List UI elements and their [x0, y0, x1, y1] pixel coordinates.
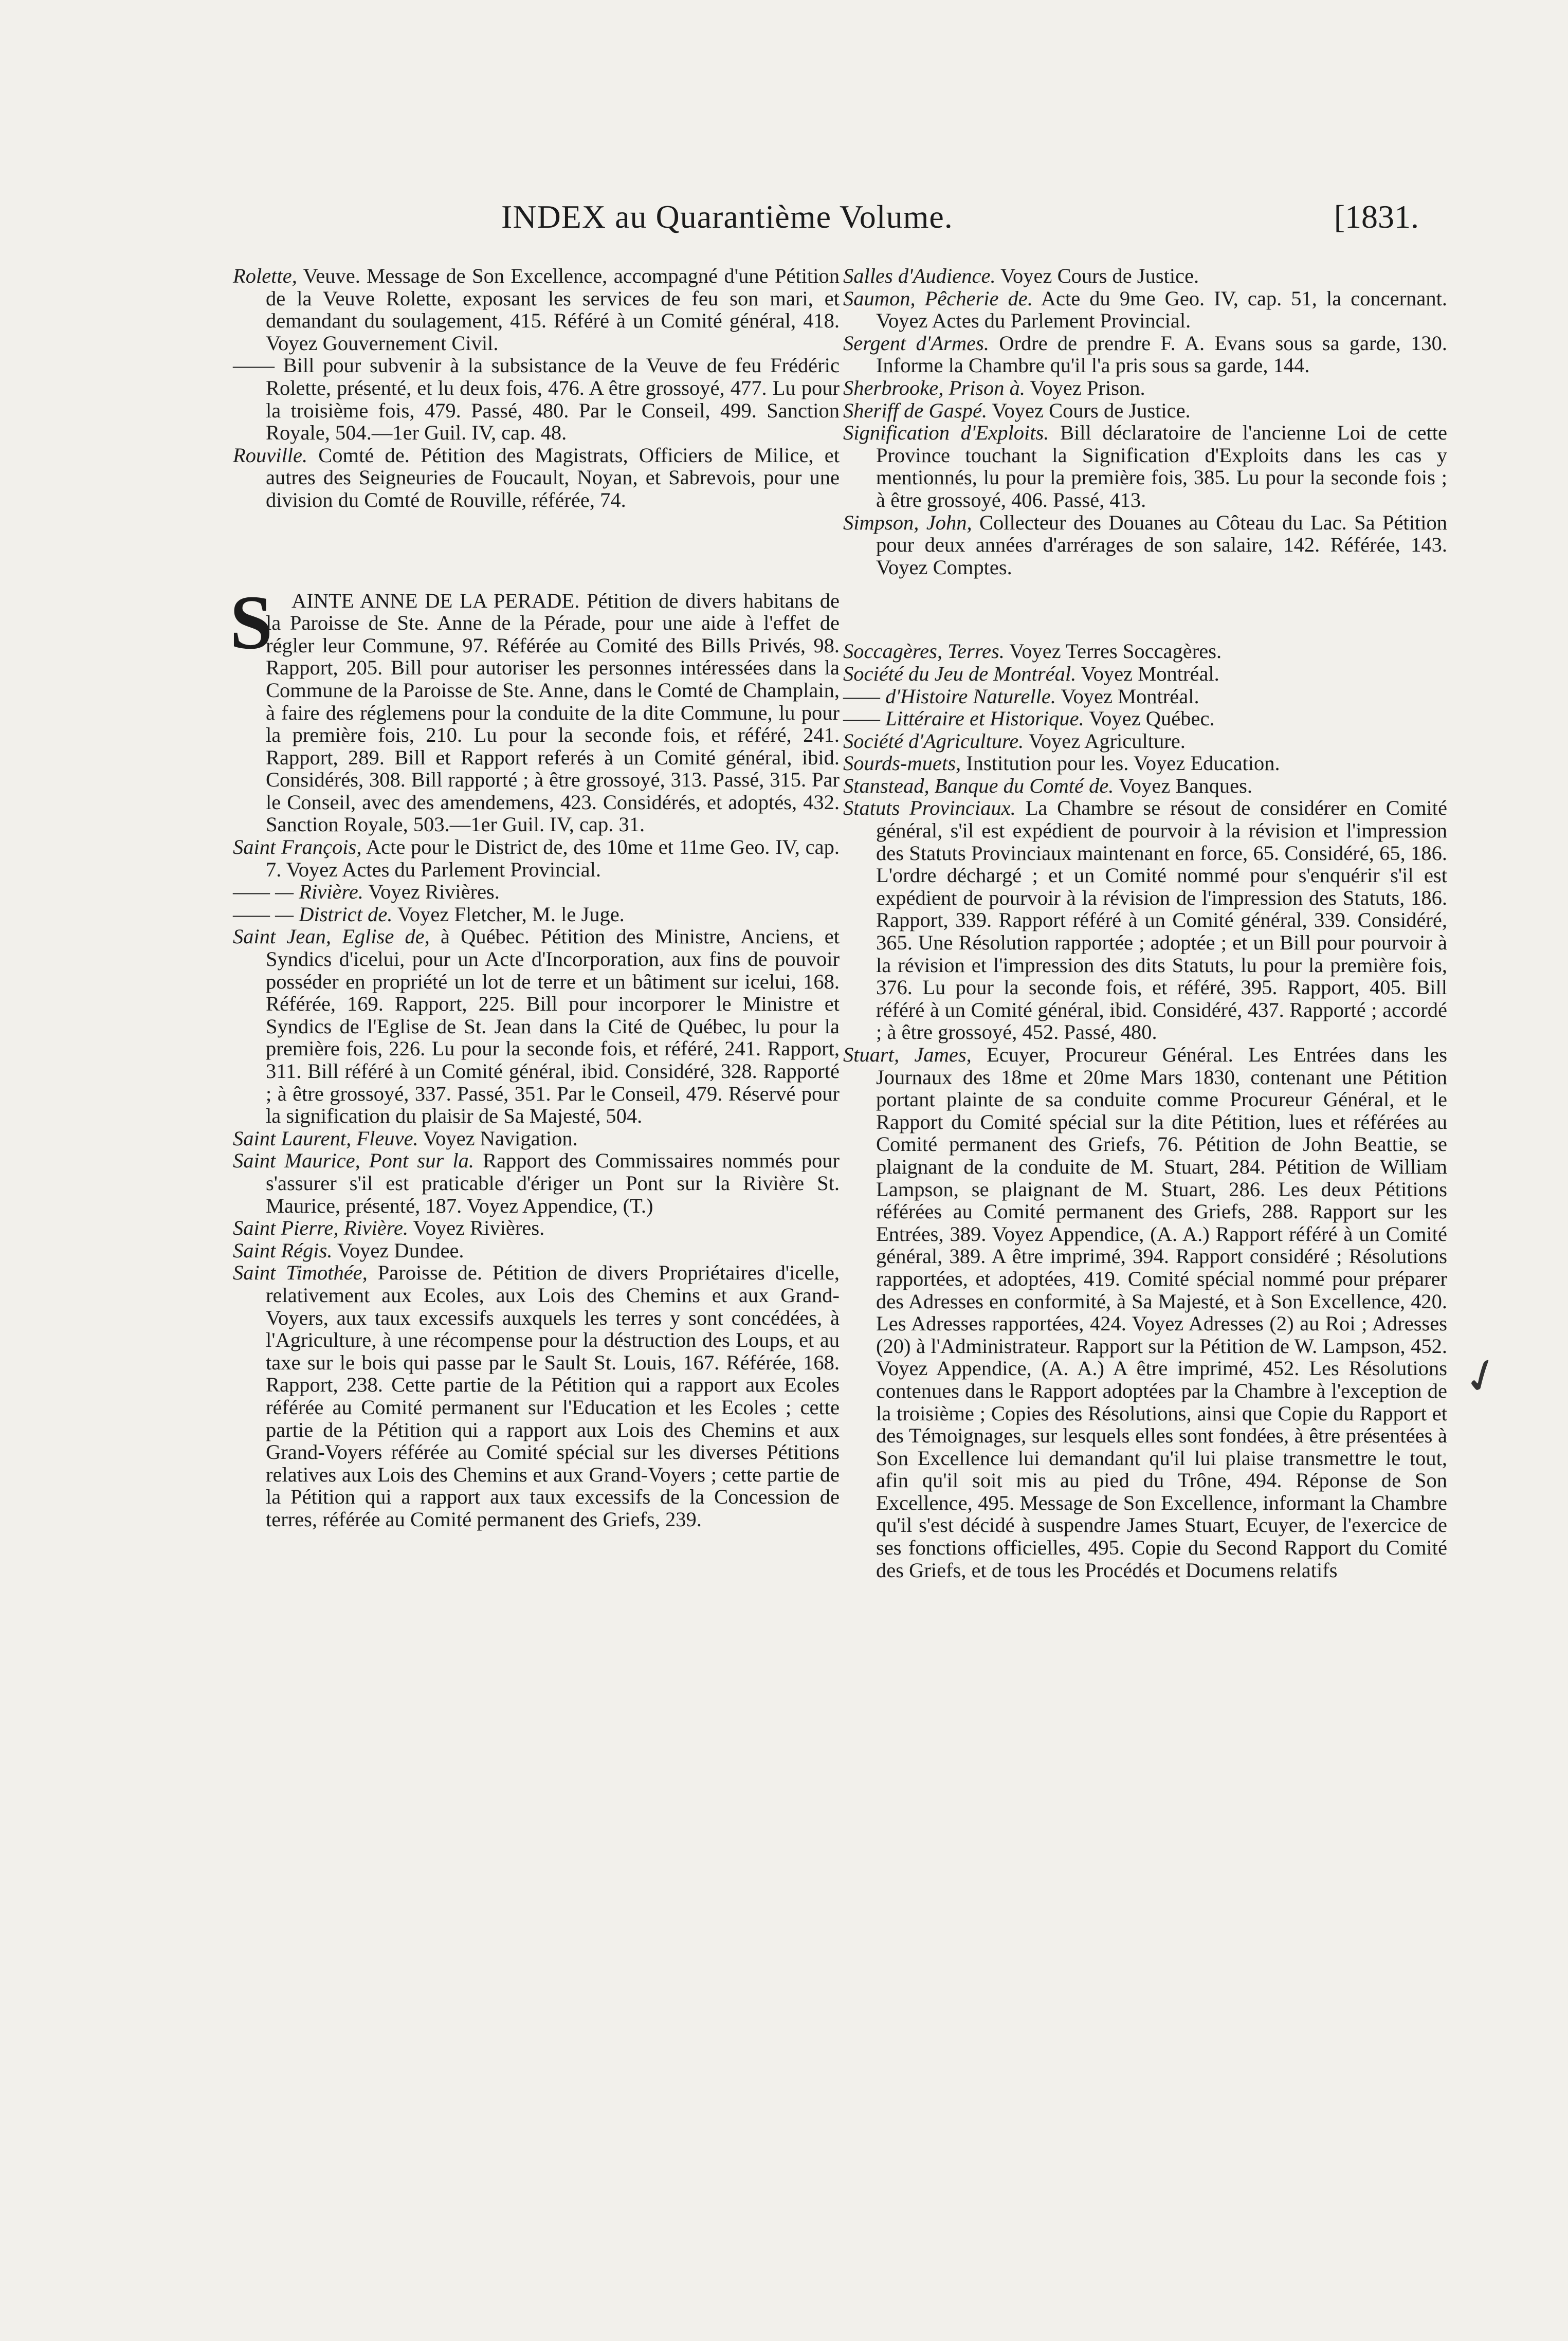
index-entry — [843, 640, 1447, 663]
index-entry — [843, 752, 1447, 775]
entry-text: Voyez Navigation. — [418, 1126, 578, 1150]
entry-head: Société du Jeu de Montréal. — [843, 662, 1077, 685]
entry-text: Ordre de prendre F. A. Evans sous sa garde, 130. Informe la Chambre qu'il l'a pris sous sa garde, 144. — [876, 331, 1447, 377]
page-title: INDEX au Quarantième Volume. — [501, 198, 953, 235]
index-entry — [843, 332, 1447, 377]
index-entry — [233, 925, 840, 1127]
index-entry — [843, 1044, 1447, 1581]
page-year: [1831. — [1334, 198, 1419, 235]
entry-head: —— — Rivière. — [233, 880, 363, 904]
column-gap — [843, 578, 1447, 640]
index-entry — [843, 265, 1447, 287]
entry-text: Voyez Québec. — [1084, 707, 1215, 730]
entry-head: Signification d'Exploits. — [843, 421, 1049, 445]
index-entry — [233, 265, 840, 354]
index-entry — [843, 422, 1447, 511]
entry-text: Voyez Cours de Justice. — [995, 264, 1199, 287]
entry-head: Sheriff de Gaspé. — [843, 398, 988, 422]
entry-head: Sergent d'Armes. — [843, 331, 989, 355]
index-entry — [843, 707, 1447, 730]
entry-text: Paroisse de. Pétition de divers Propriétaires d'icelle, relativement aux Ecoles, aux Lois des Chemins et aux Grand-Voyers, aux taux excessifs auxquels les terres y sont concédées, à l'Agriculture, à une récompense pour la déstruction des Loups, et au taxe sur le bois qui passe par le Sault St. Louis, 167. Référée, 168. Rapport, 238. Cette partie de la Pétition qui a rapport aux Ecoles référée au Comité permanent sur l'Education et les Ecoles ; cette partie de la Pétition qui a rapport aux Lois des Chemins et aux Grand-Voyers référée au Comité spécial sur les diverses Pétitions relatives aux Lois des Chemins et aux Grand-Voyers ; cette partie de la Pétition qui a rapport aux taux excessifs de la Concession de terres, référée au Comité permanent des Griefs, 239. — [266, 1261, 840, 1531]
entry-text: Bill déclaratoire de l'ancienne Loi de cette Province touchant la Signification d'Exploits dans les cas y mentionnés, lu pour la première fois, 385. Lu pour la seconde fois ; à être grossoyé, 406. Passé, 413. — [876, 421, 1447, 511]
entry-head: Rouville. — [233, 443, 308, 467]
entry-head: —— — [233, 354, 275, 377]
entry-text: Voyez Montréal. — [1076, 662, 1219, 685]
page-header — [231, 198, 1419, 249]
index-entry — [233, 836, 840, 881]
index-entry — [233, 1127, 840, 1150]
entry-text: Veuve. Message de Son Excellence, accompagné d'une Pétition de la Veuve Rolette, exposant les services de feu son mari, et demandant du soulagement, 415. Référé à un Comité général, 418. Voyez Gouvernement Civil. — [266, 264, 840, 355]
entry-head: Stuart, James, — [843, 1043, 972, 1066]
entry-text: Voyez Agriculture. — [1024, 729, 1186, 753]
entry-text: Voyez Banques. — [1114, 774, 1253, 797]
index-entry — [843, 511, 1447, 579]
index-entry — [843, 730, 1447, 753]
index-entry — [843, 685, 1447, 708]
right-column — [843, 265, 1447, 1581]
index-entry — [843, 399, 1447, 422]
entry-head: Saint Pierre, Rivière. — [233, 1216, 409, 1240]
entry-text: Acte pour le District de, des 10me et 11me Geo. IV, cap. 7. Voyez Actes du Parlement Provincial. — [266, 835, 840, 881]
entry-text: Voyez Prison. — [1025, 376, 1145, 399]
entry-head: Sherbrooke, Prison à. — [843, 376, 1025, 399]
entry-text: Comté de. Pétition des Magistrats, Officiers de Milice, et autres des Seigneuries de Foucault, Noyan, et Sabrevois, pour une division du Comté de Rouville, référée, 74. — [266, 443, 840, 511]
entry-text: Pétition de divers habitans de la Paroisse de Ste. Anne de la Pérade, pour une aide à l'effet de régler leur Commune, 97. Référée au Comité des Bills Privés, 98. Rapport, 205. Bill pour autoriser les personnes intéressées dans la Commune de la Paroisse de Ste. Anne, dans le Comté de Champlain, à faire des réglemens pour la conduite de la dite Commune, lu pour la première fois, 210. Lu pour la seconde fois, et référé, 241. Rapport, 289. Bill et Rapport referés à un Comité général, ibid. Considérés, 308. Bill rapporté ; à être grossoyé, 313. Passé, 315. Par le Conseil, avec des amendemens, 423. Considérés, et adoptés, 432. Sanction Royale, 503.—1er Guil. IV, cap. 31. — [266, 589, 840, 836]
entry-head: Saint François, — [233, 835, 362, 859]
entry-text: Ecuyer, Procureur Général. Les Entrées dans les Journaux des 18me et 20me Mars 1830, contenant une Pétition portant plainte de sa conduite comme Procureur Général, et le Rapport du Comité spécial sur la dite Pétition, lues et référées au Comité permanent des Griefs, 76. Pétition de John Beattie, se plaignant de la conduite de M. Stuart, 284. Pétition de William Lampson, se plaignant de M. Stuart, 286. Les deux Pétitions référées au Comité permanent des Griefs, 288. Rapport sur les Entrées, 389. Voyez Appendice, (A. A.) Rapport référé à un Comité général, 389. A être imprimé, 394. Rapport considéré ; Résolutions rapportées, et adoptées, 419. Comité spécial nommé pour préparer des Adresses en conformité, à Sa Majesté, et à Son Excellence, 420. Les Adresses rapportées, 424. Voyez Adresses (2) au Roi ; Adresses (20) à l'Administrateur. Rapport sur la Pétition de W. Lampson, 452. Voyez Appendice, (A. A.) A être imprimé, 452. Les Résolutions contenues dans le Rapport adoptées par la Chambre à l'exception de la troisième ; Copies des Résolutions, ainsi que Copie du Rapport et des Témoignages, sur lesquels elles sont fondées, à être présentées à Son Excellence lui demandant qu'il lui plaise transmettre le tout, afin qu'il soit mis au pied du Trône, 494. Réponse de Son Excellence, 495. Message de Son Excellence, informant la Chambre qu'il s'est décidé à suspendre James Stuart, Ecuyer, de l'exercice de ses fonctions officielles, 495. Copie du Second Rapport du Comité des Griefs, et de tous les Procédés et Documens relatifs — [876, 1043, 1447, 1582]
drop-cap: S — [230, 579, 273, 665]
entry-head: AINTE ANNE DE LA PERADE. — [291, 589, 580, 612]
index-entry — [233, 354, 840, 444]
entry-text: Acte du 9me Geo. IV, cap. 51, la concernant. Voyez Actes du Parlement Provincial. — [876, 286, 1447, 333]
index-entry — [843, 775, 1447, 797]
entry-head: Saint Timothée, — [233, 1261, 368, 1285]
entry-text: Bill pour subvenir à la subsistance de la Veuve de feu Frédéric Rolette, présenté, et lu deux fois, 476. A être grossoyé, 477. Lu pour la troisième fois, 479. Passé, 480. Par le Conseil, 499. Sanction Royale, 504.—1er Guil. IV, cap. 48. — [266, 354, 840, 445]
entry-text: Voyez Fletcher, M. le Juge. — [392, 902, 625, 926]
index-entry — [843, 663, 1447, 685]
entry-head: Salles d'Audience. — [843, 264, 996, 287]
index-entry — [233, 903, 840, 926]
index-entry — [233, 444, 840, 511]
entry-head: Saint Maurice, Pont sur la. — [233, 1149, 474, 1173]
entry-head: Saint Régis. — [233, 1238, 333, 1262]
index-entry — [843, 797, 1447, 1044]
entry-head: Soccagères, Terres. — [843, 639, 1005, 663]
section-s-entry — [230, 579, 840, 836]
entry-text: Voyez Rivières. — [363, 880, 500, 904]
entry-text: La Chambre se résout de considérer en Comité général, s'il est expédient de pourvoir à la révision et l'impression des Statuts Provinciaux maintenant en force, 65. Considéré, 65, 186. L'ordre déchargé ; et un Comité nommé pour s'enquérir s'il est expédient de pourvoir à la révision de l'impression des Statuts, 186. Rapport, 339. Rapport référé à un Comité général, 339. Considéré, 365. Une Résolution rapportée ; adoptée ; et un Bill pour pourvoir à la révision et l'impression des dits Statuts, lu pour la première fois, 376. Lu pour la seconde fois, et référé, 395. Rapport, 405. Bill référé à un Comité général, ibid. Considéré, 437. Rapporté ; accordé ; à être grossoyé, 452. Passé, 480. — [876, 796, 1447, 1044]
entry-text: Collecteur des Douanes au Côteau du Lac. Sa Pétition pour deux années d'arrérages de son salaire, 142. Référée, 143. Voyez Comptes. — [876, 510, 1447, 579]
entry-text: Voyez Cours de Justice. — [987, 398, 1191, 422]
entry-head: Saint Jean, Eglise de, — [233, 925, 430, 948]
index-entry — [233, 1239, 840, 1262]
entry-text: Voyez Rivières. — [408, 1216, 545, 1240]
index-entry — [233, 881, 840, 903]
entry-text: Institution pour les. Voyez Education. — [961, 752, 1280, 775]
entry-head: Statuts Provinciaux. — [843, 796, 1016, 820]
entry-head: Stanstead, Banque du Comté de. — [843, 774, 1114, 797]
entry-text: à Québec. Pétition des Ministre, Anciens, et Syndics d'icelui, pour un Acte d'Incorporation, aux fins de pouvoir posséder en propriété un lot de terre et un bâtiment sur icelui, 168. Référée, 169. Rapport, 225. Bill pour incorporer le Ministre et Syndics de l'Eglise de St. Jean dans la Cité de Québec, lu pour la première fois, 226. Lu pour la seconde fois, et référé, 241. Rapport, 311. Bill référé à un Comité général, ibid. Considéré, 328. Rapporté ; à être grossoyé, 337. Passé, 351. Par le Conseil, 479. Réservé pour la signification du plaisir de Sa Majesté, 504. — [266, 925, 840, 1128]
left-column — [230, 264, 840, 1531]
index-entry — [233, 1217, 840, 1239]
entry-text: Voyez Terres Soccagères. — [1004, 639, 1222, 663]
entry-head: Saint Laurent, Fleuve. — [233, 1126, 418, 1150]
entry-text: Voyez Montréal. — [1056, 684, 1199, 708]
index-entry — [233, 1261, 840, 1530]
entry-head: Société d'Agriculture. — [843, 729, 1024, 753]
entry-text: Voyez Dundee. — [332, 1238, 464, 1262]
entry-head: Saumon, Pêcherie de. — [843, 286, 1033, 310]
index-entry — [843, 377, 1447, 399]
index-entry — [233, 1149, 840, 1217]
entry-head: —— Littéraire et Historique. — [843, 707, 1084, 730]
entry-text: Rapport des Commissaires nommés pour s'assurer s'il est praticable d'ériger un Pont sur la Rivière St. Maurice, présenté, 187. Voyez Appendice, (T.) — [266, 1149, 840, 1217]
entry-head: Sourds-muets, — [843, 752, 961, 775]
entry-head: Rolette, — [233, 264, 297, 287]
handwritten-check-mark: ✓ — [1454, 1344, 1510, 1409]
entry-head: —— — District de. — [233, 902, 393, 926]
index-entry — [843, 287, 1447, 332]
entry-head: —— d'Histoire Naturelle. — [843, 684, 1056, 708]
entry-head: Simpson, John, — [843, 510, 972, 534]
